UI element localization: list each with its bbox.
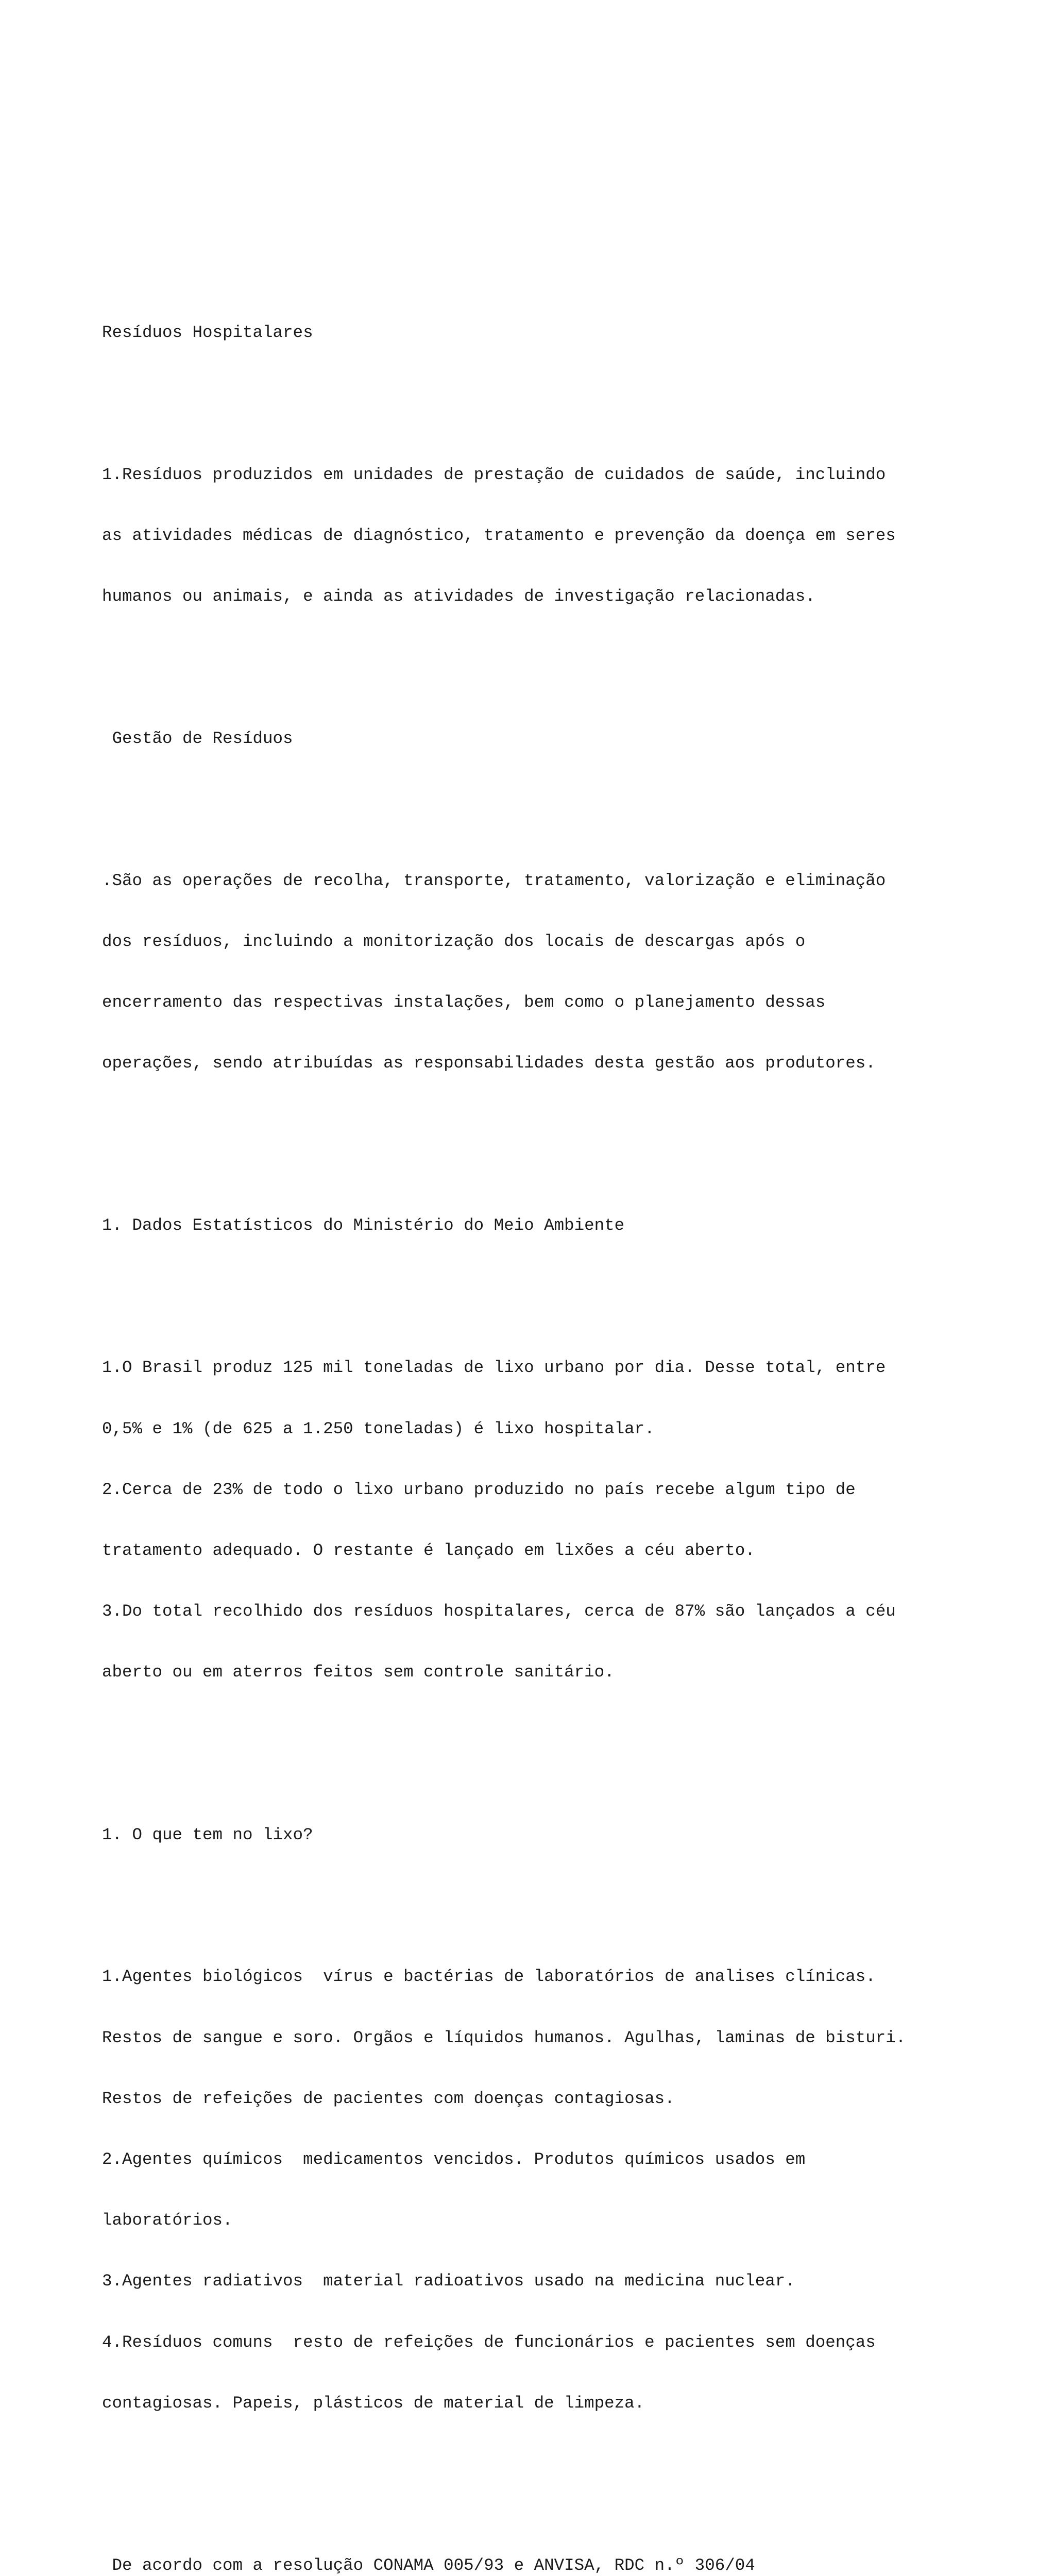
definition-line: humanos ou animais, e ainda as atividades de investigação relacionadas. (102, 587, 815, 606)
spacer (102, 383, 1019, 403)
lixo-line: 1.Agentes biológicos vírus e bactérias de laboratórios de analises clínicas. (102, 1967, 876, 1987)
document-body (102, 282, 1019, 2576)
spacer (102, 1723, 1019, 1764)
definition-line: 1.Resíduos produzidos em unidades de prestação de cuidados de saúde, incluindo (102, 465, 886, 484)
spacer (102, 1114, 1019, 1155)
gestao-line: encerramento das respectivas instalações, bem como o planejamento dessas (102, 993, 826, 1012)
dados-line: aberto ou em aterros feitos sem controle sanitário. (102, 1663, 615, 1682)
gestao-heading: Gestão de Resíduos (102, 728, 293, 748)
lixo-line: contagiosas. Papeis, plásticos de material de limpeza. (102, 2393, 645, 2413)
lixo-line: Restos de refeições de pacientes com doenças contagiosas. (102, 2089, 675, 2108)
gestao-line: .São as operações de recolha, transporte, tratamento, valorização e eliminação (102, 871, 886, 890)
lixo-line: laboratórios. (102, 2211, 233, 2230)
dados-heading: 1. Dados Estatísticos do Ministério do Meio Ambiente (102, 1216, 625, 1235)
dados-line: 1.O Brasil produz 125 mil toneladas de lixo urbano por dia. Desse total, entre (102, 1358, 886, 1378)
spacer (102, 2454, 1019, 2495)
dados-line: 3.Do total recolhido dos resíduos hospitalares, cerca de 87% são lançados a céu (102, 1602, 896, 1621)
conama-heading: De acordo com a resolução CONAMA 005/93 e ANVISA, RDC n.º 306/04 (102, 2555, 755, 2575)
dados-line: 2.Cerca de 23% de todo o lixo urbano produzido no país recebe algum tipo de (102, 1480, 856, 1499)
gestao-line: operações, sendo atribuídas as responsabilidades desta gestão aos produtores. (102, 1054, 876, 1073)
document-title: Resíduos Hospitalares (102, 323, 313, 342)
spacer (102, 647, 1019, 667)
spacer (102, 789, 1019, 809)
dados-line: tratamento adequado. O restante é lançado em lixões a céu aberto. (102, 1540, 755, 1560)
spacer (102, 1886, 1019, 1906)
spacer (102, 1277, 1019, 1297)
lixo-line: 2.Agentes químicos medicamentos vencidos. Produtos químicos usados em (102, 2149, 806, 2169)
definition-line: as atividades médicas de diagnóstico, tratamento e prevenção da doença em seres (102, 526, 896, 545)
lixo-line: 4.Resíduos comuns resto de refeições de funcionários e pacientes sem doenças (102, 2332, 876, 2352)
lixo-line: 3.Agentes radiativos material radioativos usado na medicina nuclear. (102, 2272, 795, 2291)
lixo-heading: 1. O que tem no lixo? (102, 1825, 313, 1844)
gestao-line: dos resíduos, incluindo a monitorização dos locais de descargas após o (102, 931, 806, 951)
lixo-line: Restos de sangue e soro. Orgãos e líquidos humanos. Agulhas, laminas de bisturi. (102, 2028, 906, 2047)
dados-line: 0,5% e 1% (de 625 a 1.250 toneladas) é lixo hospitalar. (102, 1419, 655, 1438)
